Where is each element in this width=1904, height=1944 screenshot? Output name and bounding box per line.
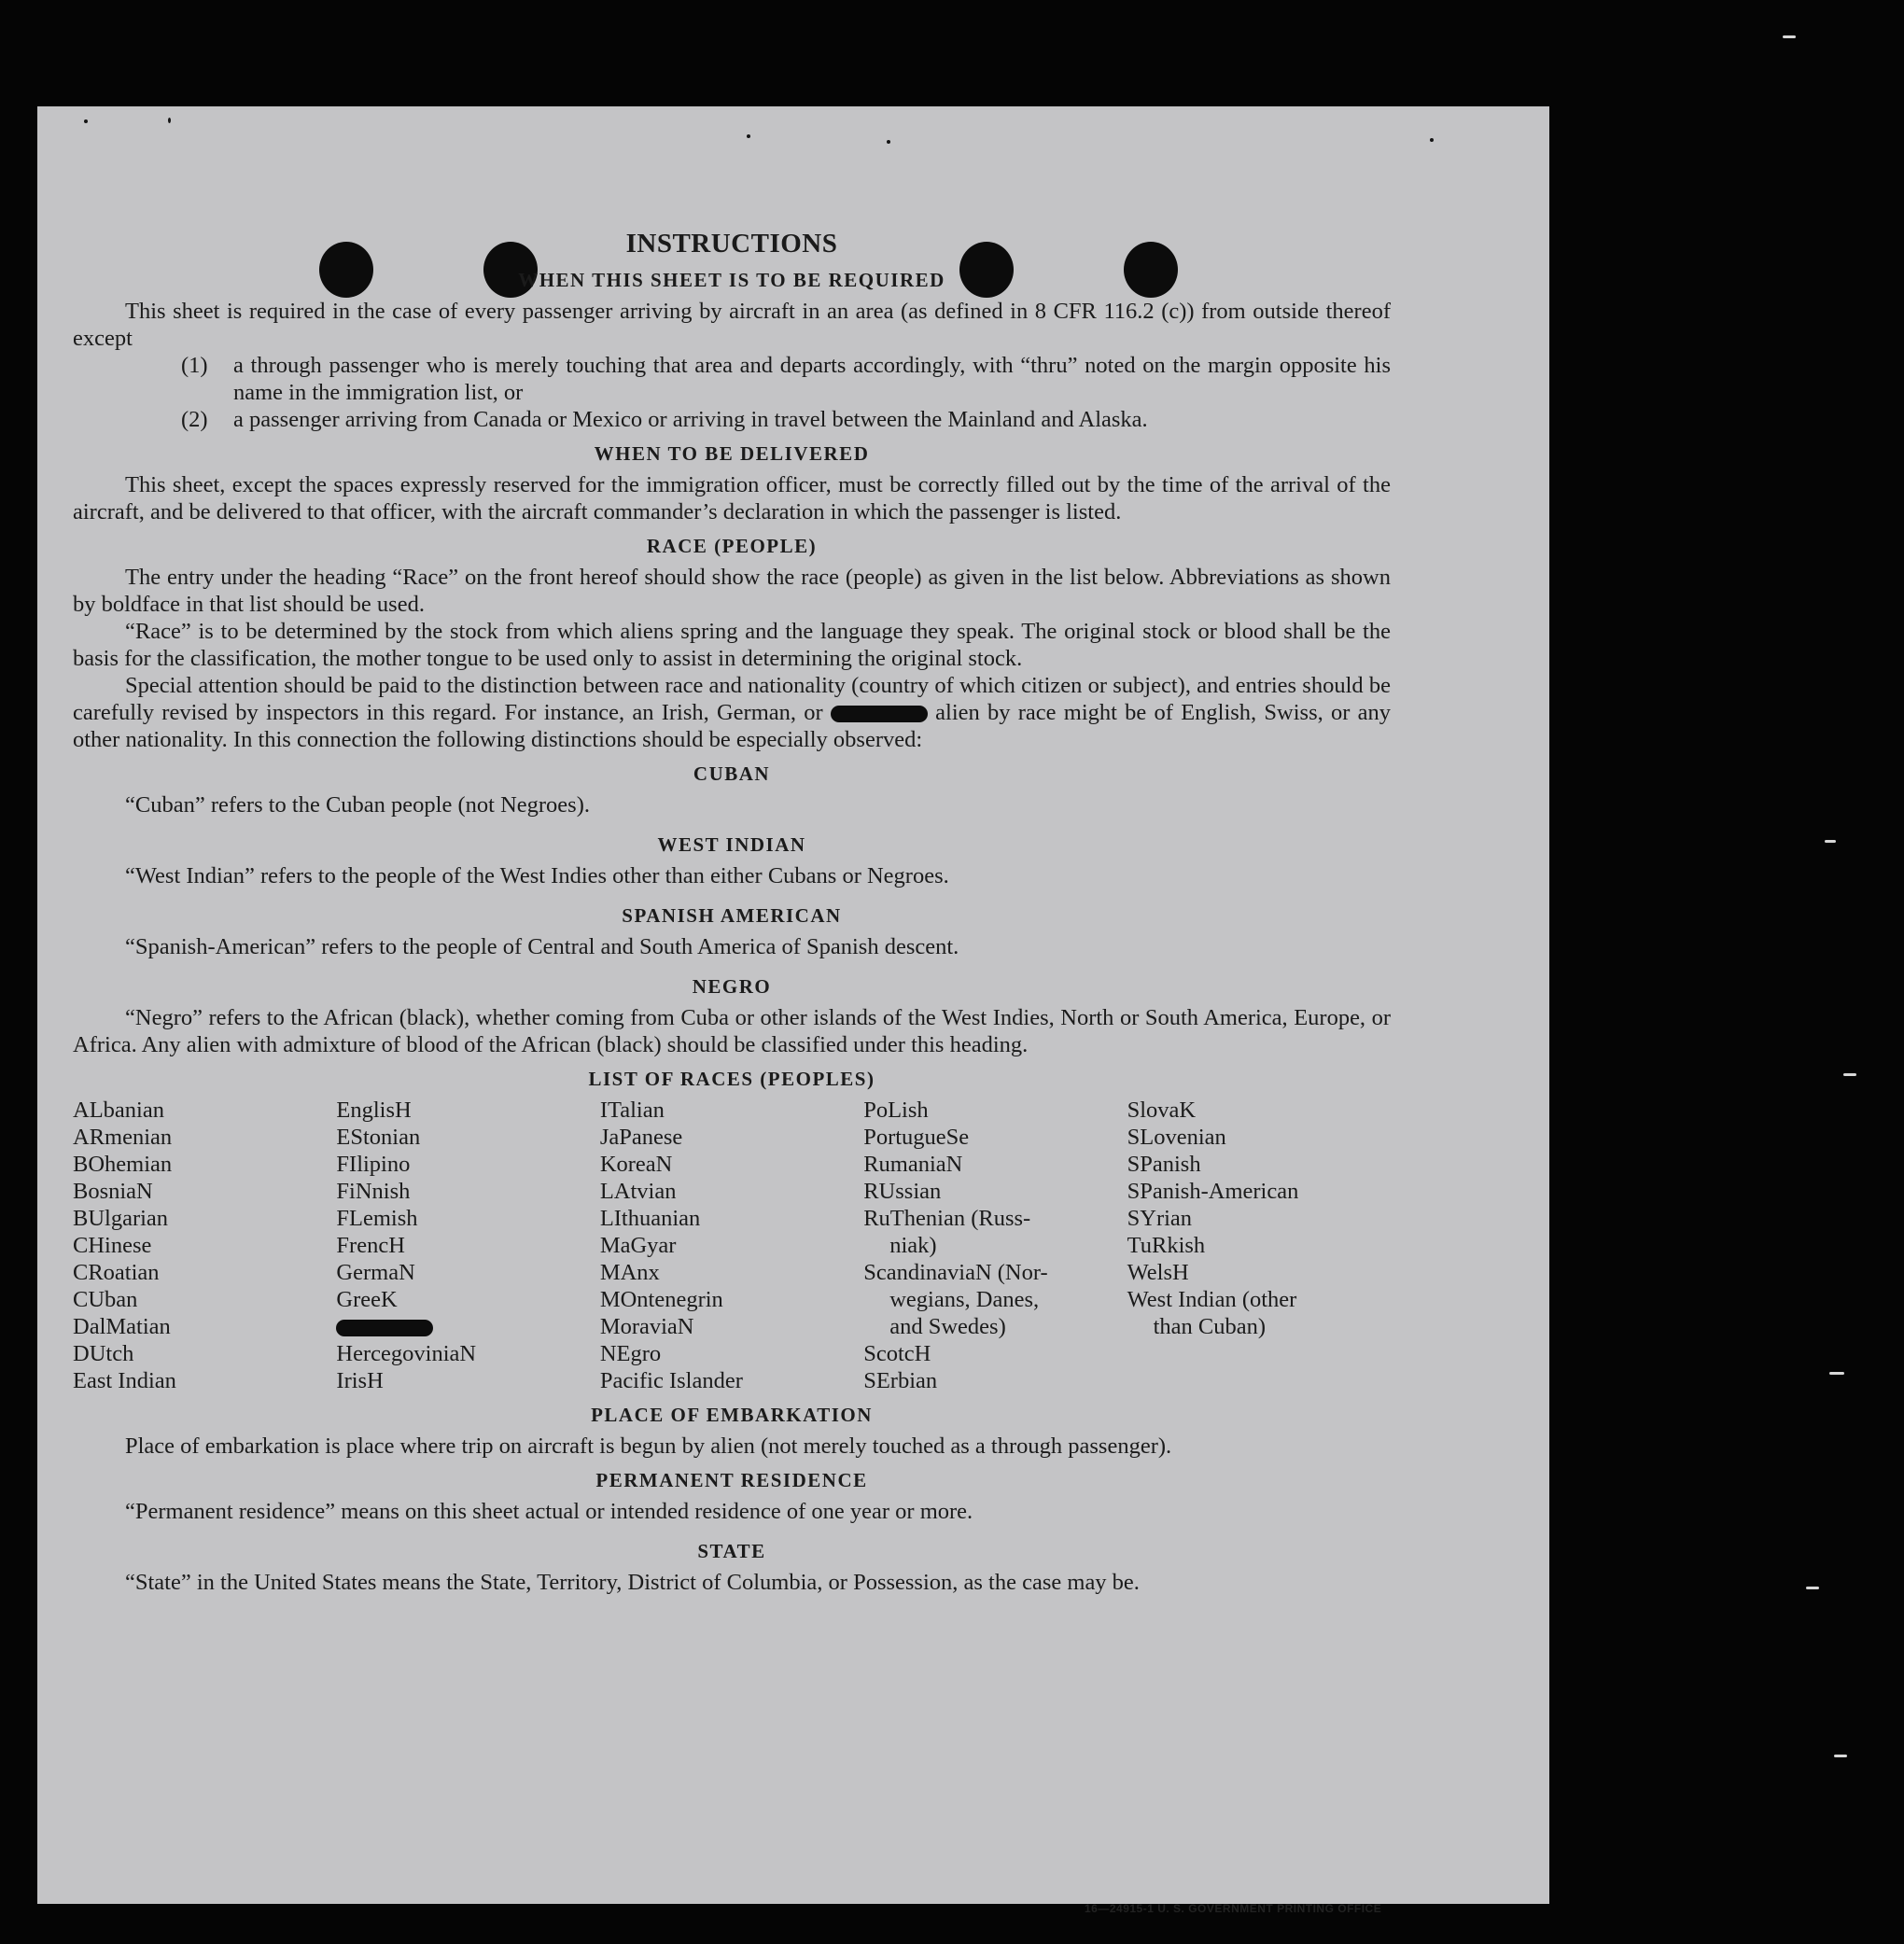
- race-item: GreeK: [336, 1287, 398, 1312]
- section-heading: NEGRO: [692, 975, 772, 998]
- paragraph: “Permanent residence” means on this sheet actual or intended residence of one year or more.: [125, 1499, 973, 1524]
- race-item: MoraviaN: [599, 1314, 694, 1339]
- paragraph: “Race” is to be determined by the stock from which aliens spring and the language they speak. The original stock or blood shall be the basis for the classification, the mother tongue to be used only to assist in determining the original stock.: [73, 619, 1391, 671]
- race-item: ScandinaviaN (Nor-: [863, 1260, 1048, 1285]
- speck: [84, 119, 88, 123]
- race-item: MaGyar: [599, 1233, 677, 1258]
- race-column: [336, 1097, 599, 1394]
- race-item: JaPanese: [599, 1125, 683, 1150]
- section-heading: WHEN THIS SHEET IS TO BE REQUIRED: [518, 269, 945, 291]
- race-item: EStonian: [336, 1125, 421, 1150]
- race-item: FLemish: [336, 1206, 418, 1231]
- race-item: and Swedes): [889, 1314, 1006, 1339]
- race-item: RUssian: [863, 1179, 942, 1204]
- item-number: (2): [181, 407, 208, 432]
- race-item: SErbian: [863, 1368, 938, 1393]
- section-heading: STATE: [697, 1540, 766, 1562]
- page-title: INSTRUCTIONS: [625, 229, 838, 259]
- paragraph: “Negro” refers to the African (black), whether coming from Cuba or other islands of the West Indies, North or South America, Europe, or Africa. Any alien with admixture of blood of the African (black) should be classified under this heading.: [73, 1005, 1391, 1057]
- paragraph: “West Indian” refers to the people of the West Indies other than either Cubans or Negroes.: [125, 863, 949, 888]
- list-item: [73, 406, 1391, 433]
- race-item: BUlgarian: [73, 1206, 169, 1231]
- race-item: DalMatian: [73, 1314, 171, 1339]
- race-item: West Indian (other: [1127, 1287, 1297, 1312]
- race-column: [863, 1097, 1127, 1394]
- race-item: wegians, Danes,: [889, 1287, 1040, 1312]
- race-item: BOhemian: [73, 1152, 173, 1177]
- paragraph-text: Special attention should be paid to the distinction between race and nationality (country of which citizen or subject), and entries should be carefully revised by inspectors in this regard. For instance, an Irish, German, or: [73, 673, 1391, 725]
- race-item: FiNnish: [336, 1179, 411, 1204]
- race-item: HercegoviniaN: [336, 1341, 477, 1366]
- race-item: SPanish-American: [1127, 1179, 1299, 1204]
- race-item: MAnx: [599, 1260, 660, 1285]
- race-item: DUtch: [73, 1341, 134, 1366]
- race-item: SLovenian: [1127, 1125, 1226, 1150]
- race-item: IrisH: [336, 1368, 384, 1393]
- race-item: SYrian: [1127, 1206, 1193, 1231]
- race-item: RuThenian (Russ-: [863, 1206, 1031, 1231]
- edge-mark: [1829, 1372, 1844, 1375]
- race-item: CUban: [73, 1287, 138, 1312]
- race-item: than Cuban): [1153, 1314, 1267, 1339]
- edge-mark: [1834, 1755, 1847, 1757]
- race-item: NEgro: [599, 1341, 662, 1366]
- list-item: [73, 352, 1391, 406]
- speck: [887, 140, 890, 144]
- race-item: Pacific Islander: [599, 1368, 743, 1393]
- section-heading: PERMANENT RESIDENCE: [595, 1469, 868, 1491]
- race-column: [600, 1097, 863, 1394]
- section-heading: RACE (PEOPLE): [646, 535, 818, 557]
- paragraph: Place of embarkation is place where trip on aircraft is begun by alien (not merely touched as a through passenger).: [125, 1434, 1172, 1459]
- race-item: MOntenegrin: [599, 1287, 723, 1312]
- edge-mark: [1806, 1587, 1819, 1589]
- race-item: ARmenian: [73, 1125, 173, 1150]
- race-item: TuRkish: [1127, 1233, 1206, 1258]
- race-item: BosniaN: [73, 1179, 153, 1204]
- race-item: EnglisH: [336, 1098, 412, 1123]
- redaction-mark: [831, 706, 928, 722]
- race-item: GermaN: [336, 1260, 415, 1285]
- race-item: RumaniaN: [863, 1152, 963, 1177]
- item-number: (1): [181, 353, 208, 378]
- paragraph: “State” in the United States means the State, Territory, District of Columbia, or Possession, as the case may be.: [125, 1570, 1140, 1595]
- paragraph: “Cuban” refers to the Cuban people (not Negroes).: [125, 792, 590, 818]
- race-item: KoreaN: [599, 1152, 673, 1177]
- paragraph: “Spanish-American” refers to the people of Central and South America of Spanish descent.: [125, 934, 959, 959]
- section-heading: CUBAN: [693, 762, 771, 785]
- race-item: FrencH: [336, 1233, 405, 1258]
- race-item: ITalian: [599, 1098, 665, 1123]
- section-heading: SPANISH AMERICAN: [622, 904, 842, 927]
- paragraph: [73, 672, 1391, 753]
- race-item: WelsH: [1127, 1260, 1189, 1285]
- section-heading: WEST INDIAN: [657, 833, 806, 856]
- race-item: ALbanian: [73, 1098, 164, 1123]
- race-item: FIlipino: [336, 1152, 411, 1177]
- paragraph: This sheet, except the spaces expressly reserved for the immigration officer, must be correctly filled out by the time of the arrival of the aircraft, and be delivered to that officer, with the aircraft commander’s declaration in which the passenger is listed.: [73, 472, 1391, 524]
- race-item: SPanish: [1127, 1152, 1201, 1177]
- item-text: a passenger arriving from Canada or Mexico or arriving in travel between the Mainland and Alaska.: [233, 407, 1148, 432]
- paragraph: The entry under the heading “Race” on the front hereof should show the race (people) as given in the list below. Abbreviations as shown by boldface in that list should be used.: [73, 565, 1391, 617]
- race-list: [73, 1097, 1391, 1394]
- speck: [747, 134, 750, 138]
- footer-code: 16—24915-1 U. S. GOVERNMENT PRINTING OFFICE: [1085, 1902, 1382, 1915]
- paragraph: This sheet is required in the case of every passenger arriving by aircraft in an area (as defined in 8 CFR 116.2 (c)) from outside thereof except: [73, 299, 1391, 351]
- race-item: LIthuanian: [599, 1206, 701, 1231]
- race-item: CHinese: [73, 1233, 152, 1258]
- section-heading: LIST OF RACES (PEOPLES): [588, 1068, 875, 1090]
- instructions-content: [73, 229, 1391, 1596]
- race-item-redacted: [336, 1313, 599, 1340]
- race-column: [73, 1097, 336, 1394]
- race-item: niak): [889, 1233, 937, 1258]
- race-item: East Indian: [73, 1368, 176, 1393]
- speck: [168, 118, 171, 123]
- redaction-mark: [336, 1320, 433, 1336]
- race-item: SlovaK: [1127, 1098, 1197, 1123]
- race-item: LAtvian: [599, 1179, 677, 1204]
- edge-mark: [1843, 1073, 1856, 1076]
- edge-mark: [1825, 840, 1836, 843]
- paragraph-text: alien by race might be of English, Swiss, or any other nationality. In this connection the following distinctions should be especially observed:: [73, 700, 1392, 752]
- race-item: PortugueSe: [863, 1125, 970, 1150]
- item-text: a through passenger who is merely touching that area and departs accordingly, with “thru” noted on the margin opposite his name in the immigration list, or: [233, 353, 1391, 405]
- race-item: CRoatian: [73, 1260, 160, 1285]
- edge-mark: [1783, 35, 1796, 38]
- race-item: PoLish: [863, 1098, 929, 1123]
- section-heading: PLACE OF EMBARKATION: [591, 1404, 873, 1426]
- speck: [1430, 138, 1434, 142]
- race-column: [1127, 1097, 1391, 1394]
- section-heading: WHEN TO BE DELIVERED: [594, 442, 870, 465]
- race-item: ScotcH: [863, 1341, 931, 1366]
